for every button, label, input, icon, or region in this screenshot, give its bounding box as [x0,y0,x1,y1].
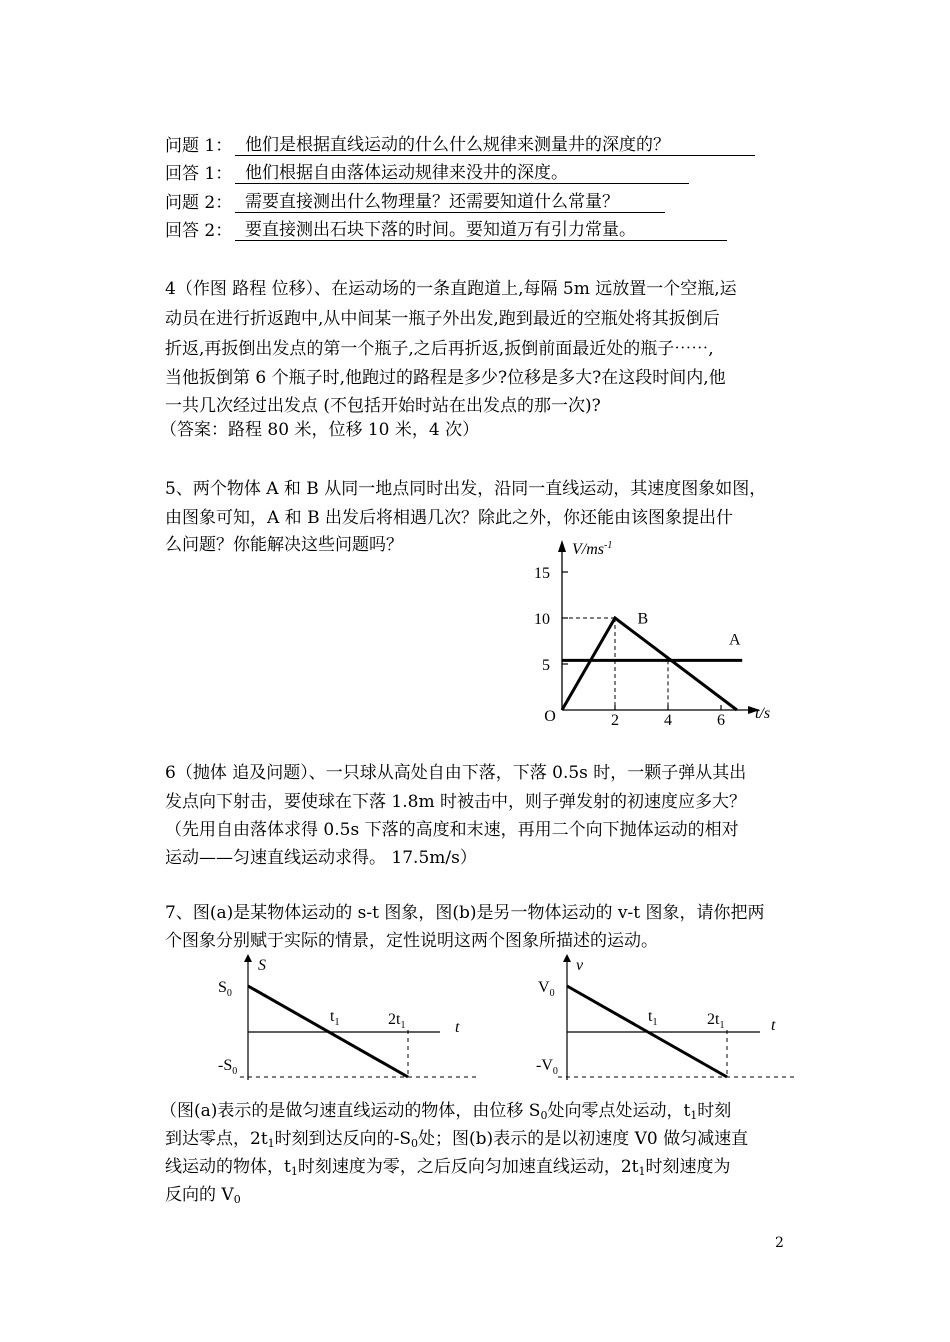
q7-line-1: 7、图(a)是某物体运动的 s-t 图象，图(b)是另一物体运动的 v-t 图象，请你把两 [165,903,765,923]
page-number: 2 [775,1235,784,1251]
v0-label [538,979,555,999]
label-base: -V [536,1057,553,1074]
sub-seg: 1 [638,1165,646,1178]
text-seg: 反向的 V [165,1185,234,1205]
text-seg: 时刻到达反向的-S [274,1129,412,1149]
q7-answer-line-2 [165,1129,748,1149]
y-axis-label-sup: -1 [604,540,613,551]
q5-line-1: 5、两个物体 A 和 B 从同一地点同时出发，沿同一直线运动，其速度图象如图， [165,479,767,499]
sub-seg: 0 [233,1193,241,1206]
label-sub: 1 [334,1017,340,1028]
label-base: t [648,1008,653,1025]
y-tick-label: 15 [534,565,550,582]
label-sub: 0 [232,1066,238,1077]
x-tick-label: 4 [664,712,672,729]
v-axis-label: v [576,957,584,974]
q4-line-1: 4（作图 路程 位移）、在运动场的一条直跑道上,每隔 5m 远放置一个空瓶,运 [165,279,737,299]
x-tick-label: 2 [611,712,619,729]
text-seg: 处向零点处运动，t [547,1101,691,1121]
q6-line-4: 运动——匀速直线运动求得。 17.5m/s） [165,848,477,868]
t-axis-label: t [455,1019,460,1036]
label-base: V [538,979,550,996]
label-sub: 1 [719,1020,725,1031]
text-seg: 时刻速度为零，之后反向匀加速直线运动，2t [297,1157,639,1177]
label-sub: 1 [400,1020,406,1031]
series-a-label: A [728,631,741,649]
text-seg: 处；图(b)表示的是以初速度 V0 做匀减速直 [418,1129,749,1149]
t1-label [648,1008,657,1028]
qa-text: 要直接测出石块下落的时间。要知道万有引力常量。 [235,221,727,241]
y-tick-label: 5 [542,657,550,674]
text-seg: 到达零点，2t [165,1129,268,1149]
label-base: -S [218,1057,233,1074]
q6-line-1: 6（抛体 追及问题）、一只球从高处自由下落，下落 0.5s 时，一颗子弹从其出 [165,763,747,783]
x-axis-label: t/s [755,705,771,722]
x-tick-label: 6 [717,712,725,729]
q4-line-5: 一共几次经过出发点 (不包括开始时站在出发点的那一次)? [165,396,601,416]
q7-answer-line-1 [160,1101,731,1121]
y-tick-label: 10 [534,611,550,628]
sub-seg: 1 [690,1109,698,1122]
text-seg: 时刻速度为 [645,1157,731,1177]
label-base: 2t [707,1011,720,1028]
q4-answer: （答案：路程 80 米，位移 10 米，4 次） [160,420,480,440]
q7-line-2: 个图象分别赋于实际的情景，定性说明这两个图象所描述的运动。 [165,931,658,951]
label-base: t [330,1008,335,1025]
neg-v0-label [536,1057,558,1077]
label-sub: 1 [652,1017,658,1028]
series-b-label: B [637,610,649,628]
q6-line-2: 发点向下射击，要使球在下落 1.8m 时被击中，则子弹发射的初速度应多大？ [165,792,746,812]
qa-text: 需要直接测出什么物理量？还需要知道什么常量？ [235,193,665,213]
q5-line-2: 由图象可知，A 和 B 出发后将相遇几次？除此之外，你还能由该图象提出什 [165,508,733,528]
qa-text: 他们根据自由落体运动规律来没井的深度。 [235,164,689,184]
q4-line-3: 折返,再扳倒出发点的第一个瓶子,之后再折返,扳倒前面最近处的瓶子⋯⋯, [165,339,714,359]
q4-line-4: 当他扳倒第 6 个瓶子时,他跑过的路程是多少?位移是多大?在这段时间内,他 [165,368,726,388]
t-axis-label: t [771,1017,776,1034]
text-seg: 时刻 [697,1101,732,1121]
label-sub: 0 [549,988,555,999]
qa-label: 问题 2： [165,193,233,213]
q5-line-3: 么问题？你能解决这些问题吗？ [165,535,403,555]
sub-seg: 0 [411,1137,419,1150]
qa-label: 回答 2： [165,221,233,241]
sub-seg: 1 [290,1165,298,1178]
label-base: S [218,979,227,996]
q7-answer-line-4 [165,1185,241,1205]
y-axis-label-main: V/ms [572,541,604,558]
label-sub: 0 [226,988,232,999]
q7-answer-line-3 [165,1157,731,1177]
text-seg: 线运动的物体，t [165,1157,291,1177]
q4-line-2: 动员在进行折返跑中,从中间某一瓶子外出发,跑到最近的空瓶处将其扳倒后 [165,309,720,329]
origin-label: O [544,708,556,725]
sub-seg: 0 [540,1109,548,1122]
qa-label: 问题 1： [165,136,233,156]
q6-line-3: （先用自由落体求得 0.5s 下落的高度和末速，再用二个向下抛体运动的相对 [165,820,739,840]
label-base: 2t [388,1011,401,1028]
2t1-label [707,1011,724,1031]
s-axis-label: S [258,957,266,974]
label-sub: 0 [552,1066,558,1077]
sub-seg: 1 [267,1137,275,1150]
text-seg: （图(a)表示的是做匀速直线运动的物体，由位移 S [160,1101,541,1121]
qa-label: 回答 1： [165,164,233,184]
qa-text: 他们是根据直线运动的什么什么规律来测量井的深度的？ [235,136,755,156]
